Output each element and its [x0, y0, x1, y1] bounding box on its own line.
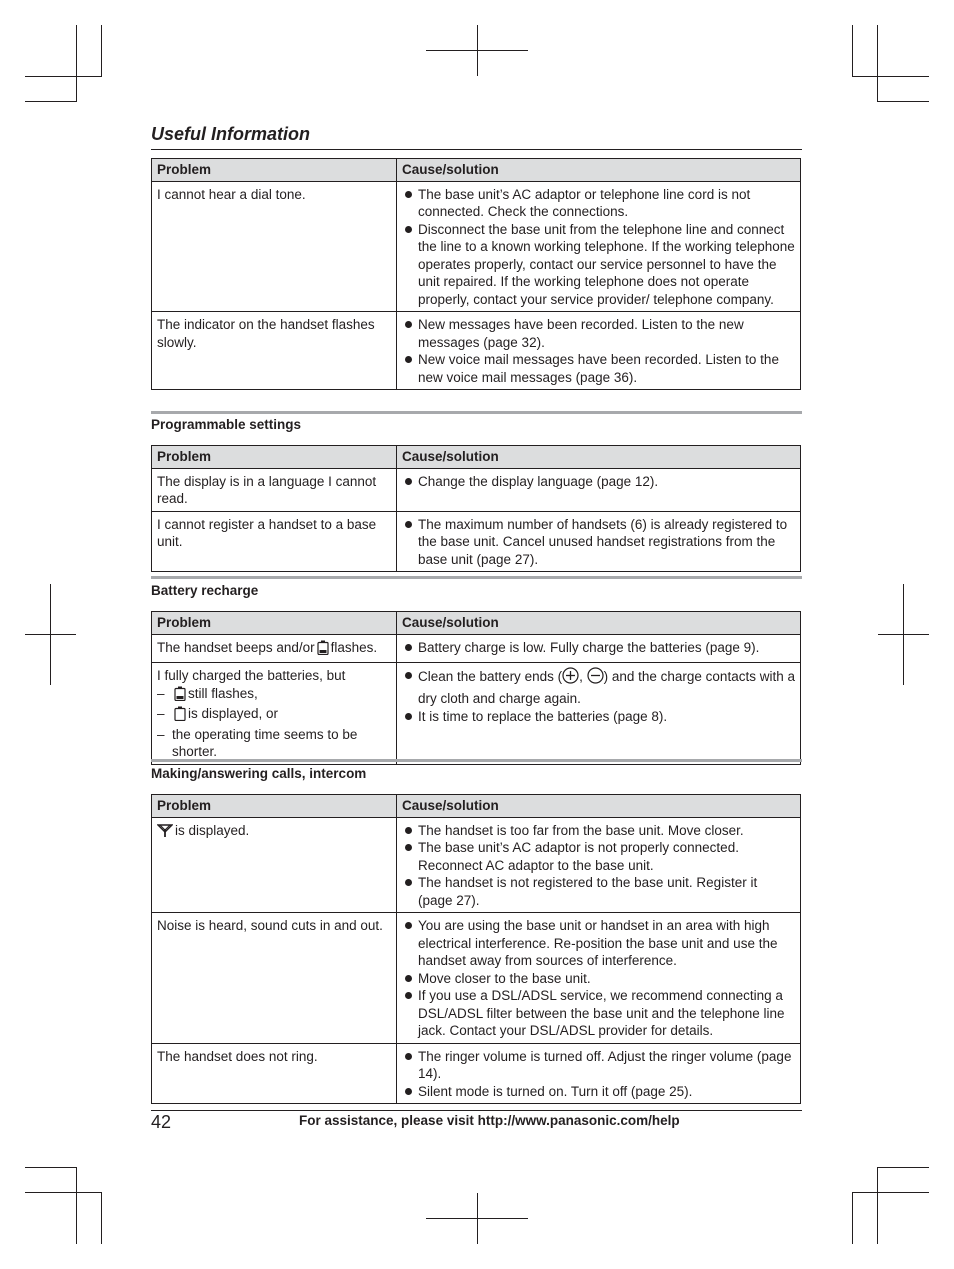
cause-item: Move closer to the base unit. [402, 970, 795, 988]
problem-cell [152, 817, 397, 913]
problem-text: The handset beeps and/or [157, 639, 315, 655]
cause-item: You are using the base unit or handset in an area with high electrical interference. Re-position the base unit and use the handset away from sources of interference. [402, 917, 795, 970]
cause-item: The handset is too far from the base unit. Move closer. [402, 822, 795, 840]
cause-cell [397, 511, 801, 572]
cause-cell [397, 1043, 801, 1104]
battery-low-icon [174, 686, 186, 706]
problem-text: flashes. [330, 639, 378, 655]
dash-item: – the operating time seems to be shorter. [157, 726, 391, 761]
table-row [152, 663, 801, 765]
problem-cell: The indicator on the handset flashes slowly. [152, 312, 397, 390]
column-header-problem: Problem [152, 795, 397, 818]
page-number: 42 [151, 1112, 172, 1132]
problem-text: I fully charged the batteries, but [157, 668, 346, 683]
cause-item: The handset is not registered to the base unit. Register it (page 27). [402, 874, 795, 909]
cause-item: New voice mail messages have been recorded. Listen to the new voice mail messages (page 36). [402, 351, 795, 386]
column-header-cause: Cause/solution [397, 612, 801, 635]
table-row [152, 634, 801, 663]
problem-cell [152, 663, 397, 765]
section-title-programmable: Programmable settings [151, 417, 302, 432]
dash-item [157, 685, 391, 706]
cause-item: The base unit’s AC adaptor or telephone line cord is not connected. Check the connections. [402, 186, 795, 221]
section-title-battery: Battery recharge [151, 583, 259, 598]
page-header [151, 122, 802, 150]
troubleshooting-table-programmable [151, 445, 801, 572]
problem-cell: I cannot hear a dial tone. [152, 181, 397, 312]
section-divider [151, 411, 802, 414]
cause-cell [397, 634, 801, 663]
section-divider [151, 759, 802, 762]
cause-text: ) and the charge contacts with a dry cloth and charge again. [418, 669, 795, 706]
table-row [152, 181, 801, 312]
cause-text: Clean the battery ends ( [418, 669, 563, 684]
cause-item: The ringer volume is turned off. Adjust the ringer volume (page 14). [402, 1048, 795, 1083]
column-header-problem: Problem [152, 446, 397, 469]
troubleshooting-table-general [151, 158, 801, 390]
cause-cell [397, 468, 801, 511]
cause-cell [397, 181, 801, 312]
cause-item: If you use a DSL/ADSL service, we recommend connecting a DSL/ADSL filter between the base unit and the telephone line jack. Contact your DSL/ADSL provider for details. [402, 987, 795, 1040]
section-divider [151, 576, 802, 579]
table-row [152, 511, 801, 572]
cause-item [402, 667, 795, 708]
battery-low-icon [317, 640, 329, 660]
cause-text: , [579, 669, 587, 684]
troubleshooting-table-battery [151, 611, 801, 765]
section-title-calls: Making/answering calls, intercom [151, 766, 367, 781]
column-header-problem: Problem [152, 612, 397, 635]
page-title: Useful Information [151, 124, 311, 144]
cause-item: The base unit’s AC adaptor is not properly connected. Reconnect AC adaptor to the base unit. [402, 839, 795, 874]
cause-item: New messages have been recorded. Listen to the new messages (page 32). [402, 316, 795, 351]
cause-item: Silent mode is turned on. Turn it off (page 25). [402, 1083, 795, 1101]
cause-cell [397, 817, 801, 913]
no-signal-antenna-icon [157, 824, 173, 843]
column-header-cause: Cause/solution [397, 446, 801, 469]
troubleshooting-table-calls [151, 794, 801, 1104]
column-header-problem: Problem [152, 159, 397, 182]
problem-cell: Noise is heard, sound cuts in and out. [152, 913, 397, 1044]
cause-cell [397, 663, 801, 765]
problem-text: is displayed. [175, 822, 250, 838]
dash-text: still flashes, [188, 685, 258, 701]
cause-item: The maximum number of handsets (6) is already registered to the base unit. Cancel unused handset registrations from the base unit (page 27). [402, 516, 795, 569]
problem-cell: The display is in a language I cannot read. [152, 468, 397, 511]
dash-text: is displayed, or [188, 706, 279, 721]
cause-item: Change the display language (page 12). [402, 473, 795, 491]
table-row [152, 1043, 801, 1104]
cause-cell [397, 913, 801, 1044]
table-row [152, 817, 801, 913]
problem-cell: The handset does not ring. [152, 1043, 397, 1104]
footer-divider [151, 1110, 802, 1111]
column-header-cause: Cause/solution [397, 795, 801, 818]
dash-item [157, 705, 391, 726]
cause-item: Disconnect the base unit from the telephone line and connect the line to a known working telephone. If the working telephone operates properly, contact our service personnel to have the unit repaired. If the working telephone does not operate properly, contact your service provider/ telephone company. [402, 221, 795, 309]
column-header-cause: Cause/solution [397, 159, 801, 182]
problem-cell: I cannot register a handset to a base unit. [152, 511, 397, 572]
cause-item: Battery charge is low. Fully charge the batteries (page 9). [402, 639, 795, 657]
minus-terminal-icon [587, 667, 604, 689]
plus-terminal-icon [562, 667, 579, 689]
battery-empty-icon [174, 706, 186, 726]
table-row [152, 312, 801, 390]
table-row [152, 468, 801, 511]
problem-cell [152, 634, 397, 663]
table-row [152, 913, 801, 1044]
cause-cell [397, 312, 801, 390]
footer-assistance-text: For assistance, please visit http://www.panasonic.com/help [299, 1113, 680, 1128]
cause-item: It is time to replace the batteries (page 8). [402, 708, 795, 726]
